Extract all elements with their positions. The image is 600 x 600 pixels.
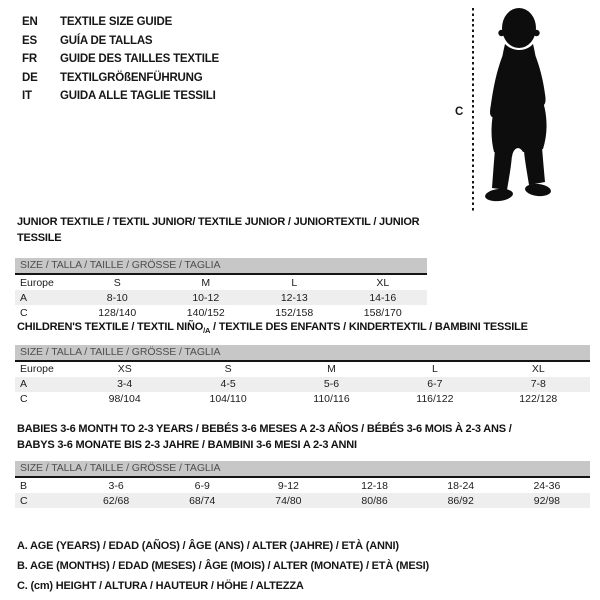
- language-label: TEXTILGRÖßENFÜHRUNG: [60, 71, 203, 84]
- size-cell: 74/80: [275, 494, 302, 507]
- footnote-age-years: A. AGE (YEARS) / EDAD (AÑOS) / ÂGE (ANS) / ALTER (JAHRE) / ETÀ (ANNI): [17, 540, 399, 552]
- section-title: CHILDREN'S TEXTILE / TEXTIL $NIÑO_{/A}$ / TEXTILE DES ENFANTS / KINDERTEXTIL / BAMBINI TESSILE: [17, 321, 528, 336]
- table-row: [15, 392, 590, 407]
- size-cell: XL: [376, 276, 390, 289]
- size-cell: 158/170: [363, 306, 402, 319]
- section-title: JUNIOR TEXTILE / TEXTIL JUNIOR/ TEXTILE JUNIOR / JUNIORTEXTIL / JUNIOR TESSILE: [17, 216, 420, 244]
- size-cell: L: [431, 363, 438, 376]
- language-label: GUIDE DES TAILLES TEXTILE: [60, 53, 219, 65]
- footnote-age-months: B. AGE (MONTHS) / EDAD (MESES) / ÂGE (MOIS) / ALTER (MONATE) / ETÀ (MESI): [17, 560, 429, 572]
- language-code: ES: [22, 34, 37, 47]
- table-row: [15, 362, 590, 377]
- language-label: GUÍA DE TALLAS: [60, 34, 153, 47]
- language-label: GUIDA ALLE TAGLIE TESSILI: [60, 90, 216, 102]
- size-cell: 12-13: [280, 291, 308, 304]
- row-label: C: [20, 306, 28, 319]
- size-cell: 122/128: [519, 393, 558, 406]
- junior-size-table: [15, 275, 427, 320]
- section-title: BABIES 3-6 MONTH TO 2-3 YEARS / BEBÉS 3-6 MESES A 2-3 AÑOS / BÉBÉS 3-6 MOIS À 2-3 ANS /: [17, 423, 512, 435]
- size-cell: 98/104: [108, 393, 141, 406]
- row-label: Europe: [20, 276, 54, 289]
- size-cell: S: [113, 276, 121, 289]
- size-cell: 62/68: [102, 494, 130, 507]
- height-measure-dashed-line: [472, 8, 474, 212]
- table-row: [15, 377, 590, 392]
- size-cell: XS: [117, 363, 132, 376]
- section-title-line2: BABYS 3-6 MONATE BIS 2-3 JAHRE / BAMBINI 3-6 MESI A 2-3 ANNI: [17, 438, 357, 451]
- size-cell: 110/116: [313, 393, 350, 406]
- children-size-table: [15, 362, 590, 407]
- size-cell: 6-9: [194, 479, 210, 492]
- language-row: [22, 32, 219, 51]
- size-cell: 3-4: [117, 378, 133, 391]
- size-cell: L: [291, 276, 298, 289]
- size-cell: 8-10: [106, 291, 128, 304]
- size-table-header: SIZE / TALLA / TAILLE / GRÖSSE / TAGLIA: [15, 461, 590, 478]
- size-cell: 7-8: [530, 378, 546, 391]
- size-cell: 128/140: [98, 306, 137, 319]
- table-row: [15, 478, 590, 493]
- table-row: [15, 290, 427, 305]
- table-row: [15, 493, 590, 508]
- size-cell: 14-16: [369, 291, 397, 304]
- size-cell: XL: [531, 363, 545, 376]
- size-cell: 18-24: [447, 479, 475, 492]
- language-row: [22, 13, 219, 32]
- size-cell: 10-12: [192, 291, 220, 304]
- section-babies-textile: [15, 422, 590, 508]
- language-legend: [22, 13, 219, 106]
- size-cell: 80/86: [361, 494, 388, 507]
- size-cell: 140/152: [186, 306, 225, 319]
- size-cell: 68/74: [189, 494, 216, 507]
- size-cell: 104/110: [209, 393, 247, 406]
- size-cell: M: [327, 363, 336, 376]
- language-row: [22, 69, 219, 88]
- language-code: EN: [22, 16, 38, 28]
- babies-size-table: [15, 478, 590, 508]
- size-cell: 4-5: [220, 378, 236, 391]
- language-row: [22, 50, 219, 69]
- row-label: A: [20, 378, 28, 391]
- size-cell: 12-18: [361, 479, 388, 492]
- size-table-header: SIZE / TALLA / TAILLE / GRÖSSE / TAGLIA: [15, 345, 590, 362]
- section-childrens-textile: [15, 320, 590, 407]
- size-cell: 86/92: [447, 494, 474, 507]
- language-row: [22, 87, 219, 106]
- size-cell: 5-6: [323, 378, 340, 391]
- language-code: IT: [22, 90, 32, 102]
- footnotes: [17, 536, 429, 596]
- size-cell: 24-36: [533, 479, 561, 492]
- baby-silhouette-icon: [482, 6, 564, 211]
- row-label: C: [20, 393, 28, 406]
- size-cell: 92/98: [533, 494, 561, 507]
- size-cell: M: [201, 276, 211, 289]
- row-label: C: [20, 494, 28, 507]
- size-table-header: SIZE / TALLA / TAILLE / GRÖSSE / TAGLIA: [15, 258, 427, 275]
- language-code: FR: [22, 53, 37, 65]
- language-code: DE: [22, 71, 38, 84]
- size-cell: 6-7: [427, 378, 443, 391]
- size-cell: 116/122: [416, 393, 454, 406]
- table-row: [15, 305, 427, 320]
- section-junior-textile: [15, 215, 427, 320]
- row-label: Europe: [20, 363, 54, 376]
- language-label: TEXTILE SIZE GUIDE: [60, 16, 173, 28]
- footnote-height: C. (cm) HEIGHT / ALTURA / HAUTEUR / HÖHE / ALTEZZA: [17, 580, 304, 592]
- size-cell: 152/158: [275, 306, 314, 319]
- size-cell: S: [224, 363, 232, 376]
- height-measure-label: C: [455, 106, 464, 118]
- size-cell: 9-12: [277, 479, 299, 492]
- row-label: B: [20, 479, 28, 492]
- title-subscript: /A: [203, 326, 211, 336]
- size-cell: 3-6: [108, 479, 124, 492]
- table-row: [15, 275, 427, 290]
- row-label: A: [20, 291, 28, 304]
